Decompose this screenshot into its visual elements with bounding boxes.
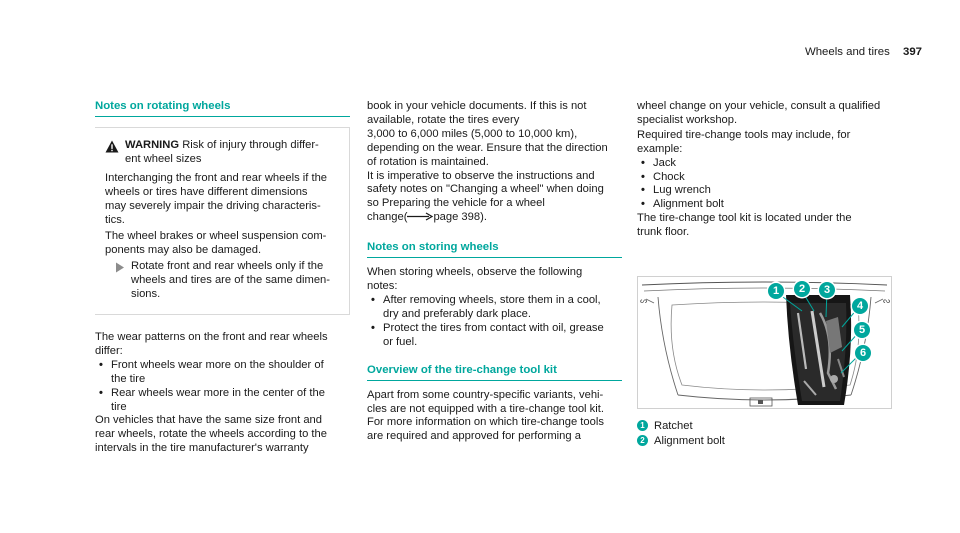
storing-intro xyxy=(367,266,622,294)
text-line: example: xyxy=(637,142,683,155)
storing-list xyxy=(367,294,622,350)
outro-line: On vehicles that have the same size front and xyxy=(95,414,322,427)
text-line: of rotation is maintained. xyxy=(367,155,489,168)
list-item-line: the tire xyxy=(111,372,146,385)
wear-intro-line: The wear patterns on the front and rear wheels xyxy=(95,331,328,343)
list-item xyxy=(367,322,622,350)
text-line: wheel change on your vehicle, consult a qualified xyxy=(637,100,881,112)
heading-rule xyxy=(95,116,350,117)
figure-legend xyxy=(637,420,897,449)
text-line: so Preparing the vehicle for a wheel xyxy=(367,197,545,210)
warning-para2-line: The wheel brakes or wheel suspension com- xyxy=(105,229,327,242)
text-line: It is imperative to observe the instructions and xyxy=(367,169,595,182)
text-line: safety notes on "Changing a wheel" when doing xyxy=(367,183,604,196)
warning-title-line-2: ent wheel sizes xyxy=(125,152,202,165)
wear-intro xyxy=(95,331,350,359)
page-number: 397 xyxy=(902,46,922,58)
list-item: • Chock xyxy=(637,171,897,185)
section-heading-tool-kit: Overview of the tire-change tool kit xyxy=(367,363,557,376)
cross-reference-arrow-icon xyxy=(407,212,433,221)
column-3 xyxy=(637,100,897,240)
wear-list xyxy=(95,359,350,415)
list-item xyxy=(367,294,622,322)
list-item xyxy=(95,387,350,415)
text-line: book in your vehicle documents. If this is not xyxy=(367,100,587,112)
column-1 xyxy=(95,100,350,456)
xref-page: page 398). xyxy=(433,211,487,224)
svg-text:ᔓ: ᔓ xyxy=(883,296,891,305)
changing-wheel-note xyxy=(367,170,622,226)
list-item-line: Front wheels wear more on the shoulder of xyxy=(111,358,324,371)
list-item xyxy=(95,359,350,387)
callout-3: 3 xyxy=(819,282,835,298)
rotation-outro xyxy=(95,414,350,456)
warning-body xyxy=(105,172,345,257)
warning-triangle-icon xyxy=(105,140,119,153)
list-item-line: Rear wheels wear more in the center of the xyxy=(111,386,325,399)
callout-1: 1 xyxy=(768,283,784,299)
column-2 xyxy=(367,100,622,444)
warning-para1-line: may severely impair the driving characteris- xyxy=(105,199,321,212)
text-line: depending on the wear. Ensure that the direction xyxy=(367,141,608,154)
cross-reference[interactable] xyxy=(367,211,622,225)
text-line: When storing wheels, observe the following xyxy=(367,266,583,279)
callout-2: 2 xyxy=(794,281,810,297)
kit-intro xyxy=(367,389,622,445)
callout-4: 4 xyxy=(852,298,868,314)
legend-item xyxy=(637,435,897,449)
callout-5: 5 xyxy=(854,322,870,338)
warning-box xyxy=(95,127,350,315)
list-item: • Jack xyxy=(637,157,897,171)
text-line: For more information on which tire-change tools xyxy=(367,416,604,429)
warning-para1-line: Interchanging the front and rear wheels if the xyxy=(105,172,328,184)
text-line: trunk floor. xyxy=(637,226,690,239)
warning-action-line: wheels and tires are of the same dimen- xyxy=(131,273,330,286)
section-heading-rotating: Notes on rotating wheels xyxy=(95,100,231,112)
outro-line: rear wheels, rotate the wheels according to the xyxy=(95,428,327,441)
heading-rule xyxy=(367,257,622,258)
text-line: Required tire-change tools may include, for xyxy=(637,128,851,141)
legend-number: 1 xyxy=(637,420,648,431)
warning-label: WARNING xyxy=(125,139,180,151)
warning-para1-line: wheels or tires have different dimensions xyxy=(105,185,308,198)
list-item-line: or fuel. xyxy=(383,335,418,348)
warning-action-line: Rotate front and rear wheels only if the xyxy=(131,260,324,272)
text-line: are required and approved for performing a xyxy=(367,430,581,443)
action-arrow-icon xyxy=(115,262,125,273)
legend-label: Alignment bolt xyxy=(654,434,725,447)
trunk-illustration xyxy=(638,277,891,408)
warning-action-line: sions. xyxy=(131,287,161,300)
legend-item xyxy=(637,420,897,434)
running-head-title: Wheels and tires xyxy=(804,46,890,58)
heading-rule xyxy=(367,380,622,381)
legend-label: Ratchet xyxy=(654,420,693,432)
warning-para1-line: tics. xyxy=(105,213,125,226)
text-line: available, rotate the tires every xyxy=(367,113,520,126)
list-item: • Lug wrench xyxy=(637,184,897,198)
rotation-continued xyxy=(367,100,622,170)
text-line: specialist workshop. xyxy=(637,113,738,126)
warning-para2-line: ponents may also be damaged. xyxy=(105,243,262,256)
xref-prefix: change( xyxy=(367,211,408,224)
list-item: • Alignment bolt xyxy=(637,198,897,212)
text-line: Apart from some country-specific variants, vehi- xyxy=(367,388,604,401)
section-heading-storing: Notes on storing wheels xyxy=(367,241,499,254)
warning-action xyxy=(131,260,345,302)
tool-kit-figure xyxy=(637,276,892,409)
list-item-line: Protect the tires from contact with oil, grease xyxy=(383,321,604,334)
text-line: notes: xyxy=(367,280,398,293)
list-item-line: After removing wheels, store them in a cool, xyxy=(383,293,601,306)
text-line: 3,000 to 6,000 miles (5,000 to 10,000 km), xyxy=(367,127,578,140)
text-line: cles are not equipped with a tire-change tool kit. xyxy=(367,402,604,415)
legend-number: 2 xyxy=(637,435,648,446)
warning-title-line-1: Risk of injury through differ- xyxy=(182,139,319,151)
list-item-line: dry and preferably dark place. xyxy=(383,307,532,320)
outro-line: intervals in the tire manufacturer's warranty xyxy=(95,442,309,455)
svg-text:ᔕ: ᔕ xyxy=(640,296,648,305)
callout-6: 6 xyxy=(855,345,871,361)
text-line: The tire-change tool kit is located under the xyxy=(637,212,852,225)
list-item-line: tire xyxy=(111,400,127,413)
tools-list xyxy=(637,157,897,213)
running-head xyxy=(805,46,922,58)
wear-intro-line: differ: xyxy=(95,344,123,357)
